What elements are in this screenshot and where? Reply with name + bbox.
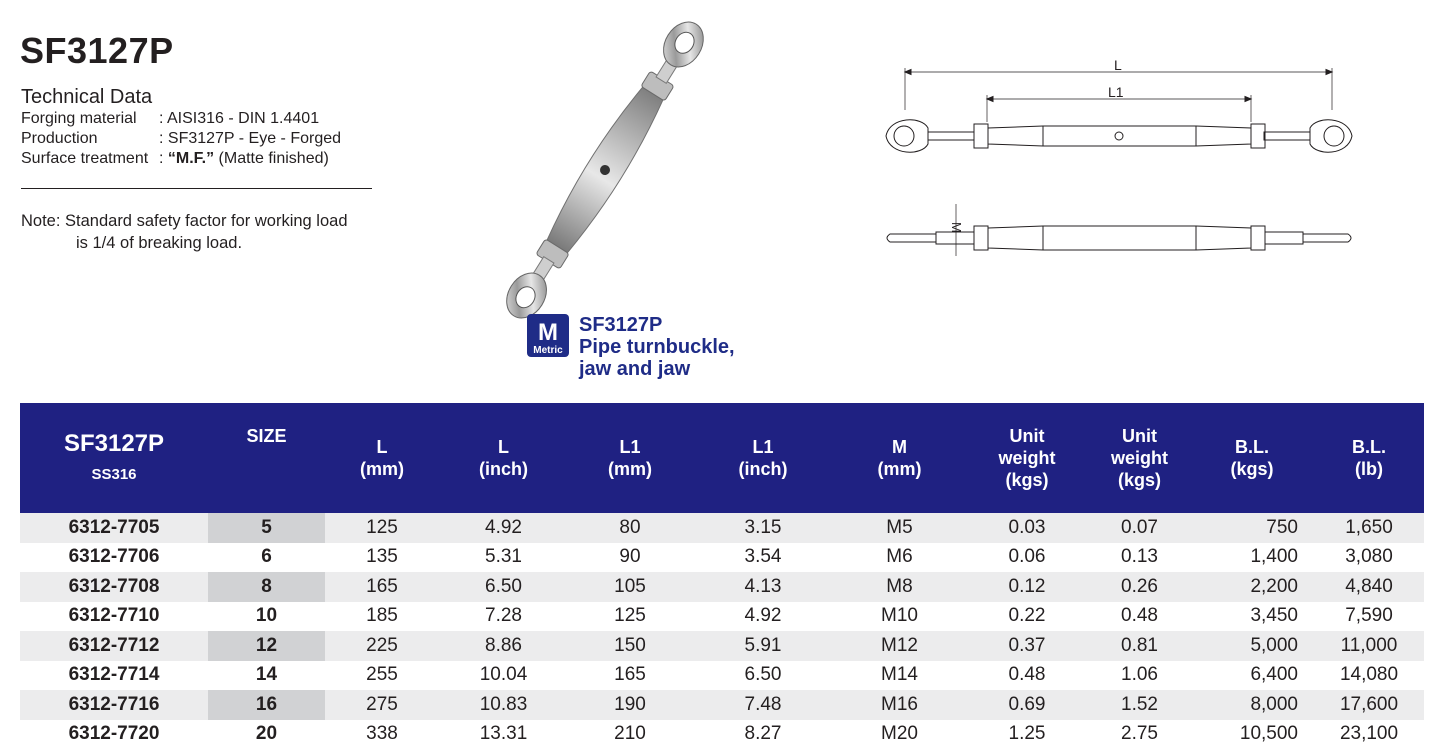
cell-l1-inch: 7.48 [692,690,834,720]
header-l1-inch: L1 (inch) [692,403,834,513]
cell-m-mm: M14 [834,661,965,691]
note-line-1: Note: Standard safety factor for working load [21,212,348,230]
cell-l-inch: 10.04 [439,661,568,691]
spec-value: : AISI316 - DIN 1.4401 [159,110,320,127]
header-bl-lb: B.L. (lb) [1314,403,1424,513]
cell-l-inch: 8.86 [439,631,568,661]
cell-unit-weight-2: 2.75 [1089,720,1190,750]
cell-bl-kgs: 2,200 [1190,572,1314,602]
cell-l1-mm: 165 [568,661,692,691]
cell-l1-mm: 210 [568,720,692,750]
table-header [20,403,1424,513]
cell-l1-inch: 3.54 [692,543,834,573]
header-l-mm: L (mm) [325,403,439,513]
table-row [20,602,1424,632]
dimension-drawing-side [870,196,1370,266]
product-caption [579,314,735,380]
cell-bl-lb: 23,100 [1314,720,1424,750]
spec-row-material [21,109,319,129]
cell-unit-weight-1: 0.22 [965,602,1089,632]
cell-l-inch: 5.31 [439,543,568,573]
badge-text: Metric [533,345,563,356]
cell-unit-weight-2: 1.52 [1089,690,1190,720]
cell-l-inch: 13.31 [439,720,568,750]
cell-l-inch: 6.50 [439,572,568,602]
cell-part-number: 6312-7710 [20,602,208,632]
cell-part-number: 6312-7714 [20,661,208,691]
turnbuckle-photo [440,14,770,326]
cell-l1-inch: 3.15 [692,513,834,543]
table-body [20,513,1424,749]
cell-bl-kgs: 6,400 [1190,661,1314,691]
cell-l-mm: 125 [325,513,439,543]
header-l1-mm: L1 (mm) [568,403,692,513]
table-row [20,690,1424,720]
dimension-drawing-top [870,52,1370,162]
cell-l1-mm: 105 [568,572,692,602]
cell-part-number: 6312-7712 [20,631,208,661]
finish-code: “M.F.” [167,150,215,167]
cell-bl-lb: 7,590 [1314,602,1424,632]
header-size: SIZE [208,403,325,513]
cell-bl-kgs: 3,450 [1190,602,1314,632]
cell-part-number: 6312-7706 [20,543,208,573]
cell-l-inch: 10.83 [439,690,568,720]
table-row [20,661,1424,691]
cell-m-mm: M5 [834,513,965,543]
cell-l-mm: 275 [325,690,439,720]
cell-l-mm: 255 [325,661,439,691]
spec-label: Production [21,130,98,147]
spec-label: Surface treatment [21,150,149,167]
cell-bl-lb: 14,080 [1314,661,1424,691]
spec-row-surface [21,149,329,169]
table-row [20,543,1424,573]
header-unit-weight-1: Unit weight (kgs) [965,403,1089,513]
header-product-code: SF3127P SS316 [20,403,208,513]
metric-badge-icon [527,314,569,357]
cell-part-number: 6312-7708 [20,572,208,602]
cell-l1-mm: 125 [568,602,692,632]
cell-l1-inch: 4.13 [692,572,834,602]
cell-bl-kgs: 8,000 [1190,690,1314,720]
cell-unit-weight-1: 0.06 [965,543,1089,573]
caption-code: SF3127P [579,314,663,336]
cell-part-number: 6312-7705 [20,513,208,543]
cell-l-mm: 165 [325,572,439,602]
cell-unit-weight-1: 0.69 [965,690,1089,720]
spec-value: : SF3127P - Eye - Forged [159,130,342,147]
product-title: SF3127P [20,30,174,71]
dim-label-L1: L1 [1108,84,1124,100]
cell-part-number: 6312-7716 [20,690,208,720]
cell-unit-weight-1: 1.25 [965,720,1089,750]
cell-l1-mm: 90 [568,543,692,573]
header-unit-weight-2: Unit weight (kgs) [1089,403,1190,513]
cell-m-mm: M16 [834,690,965,720]
header-m-mm: M (mm) [834,403,965,513]
dim-label-L: L [1114,57,1122,73]
cell-bl-lb: 1,650 [1314,513,1424,543]
cell-part-number: 6312-7720 [20,720,208,750]
cell-l1-inch: 4.92 [692,602,834,632]
cell-unit-weight-2: 0.07 [1089,513,1190,543]
cell-m-mm: M20 [834,720,965,750]
table-row [20,513,1424,543]
cell-size: 6 [208,543,325,573]
cell-unit-weight-1: 0.12 [965,572,1089,602]
cell-m-mm: M8 [834,572,965,602]
technical-data-heading: Technical Data [21,86,153,108]
dim-label-M: M [949,222,964,233]
cell-size: 20 [208,720,325,750]
cell-m-mm: M10 [834,602,965,632]
cell-size: 10 [208,602,325,632]
table-row [20,572,1424,602]
cell-unit-weight-1: 0.48 [965,661,1089,691]
divider [21,188,372,189]
cell-size: 16 [208,690,325,720]
cell-unit-weight-2: 1.06 [1089,661,1190,691]
cell-l-mm: 338 [325,720,439,750]
cell-unit-weight-1: 0.03 [965,513,1089,543]
table-row [20,631,1424,661]
badge-letter: M [538,319,558,346]
cell-l1-mm: 190 [568,690,692,720]
cell-size: 14 [208,661,325,691]
cell-bl-kgs: 750 [1190,513,1314,543]
cell-l-mm: 225 [325,631,439,661]
cell-bl-lb: 4,840 [1314,572,1424,602]
cell-unit-weight-2: 0.81 [1089,631,1190,661]
cell-unit-weight-2: 0.26 [1089,572,1190,602]
cell-unit-weight-2: 0.48 [1089,602,1190,632]
cell-bl-kgs: 1,400 [1190,543,1314,573]
cell-size: 5 [208,513,325,543]
cell-size: 8 [208,572,325,602]
caption-line-3: jaw and jaw [579,358,691,380]
cell-bl-kgs: 5,000 [1190,631,1314,661]
cell-l1-inch: 6.50 [692,661,834,691]
header-l-inch: L (inch) [439,403,568,513]
cell-l-inch: 4.92 [439,513,568,543]
cell-l-mm: 135 [325,543,439,573]
cell-bl-lb: 17,600 [1314,690,1424,720]
cell-bl-lb: 11,000 [1314,631,1424,661]
spec-label: Forging material [21,110,137,127]
caption-line-2: Pipe turnbuckle, [579,336,735,358]
cell-bl-kgs: 10,500 [1190,720,1314,750]
cell-unit-weight-2: 0.13 [1089,543,1190,573]
cell-l1-mm: 80 [568,513,692,543]
header-row [20,403,1424,513]
spec-value: : “M.F.” (Matte finished) [159,150,329,167]
cell-l1-inch: 8.27 [692,720,834,750]
table-row [20,720,1424,750]
cell-bl-lb: 3,080 [1314,543,1424,573]
cell-l-inch: 7.28 [439,602,568,632]
note-line-2: is 1/4 of breaking load. [76,234,243,252]
cell-unit-weight-1: 0.37 [965,631,1089,661]
cell-size: 12 [208,631,325,661]
cell-m-mm: M6 [834,543,965,573]
header-bl-kgs: B.L. (kgs) [1190,403,1314,513]
cell-l-mm: 185 [325,602,439,632]
cell-l1-inch: 5.91 [692,631,834,661]
cell-m-mm: M12 [834,631,965,661]
spec-row-production [21,129,341,149]
spec-table [20,403,1424,749]
cell-l1-mm: 150 [568,631,692,661]
